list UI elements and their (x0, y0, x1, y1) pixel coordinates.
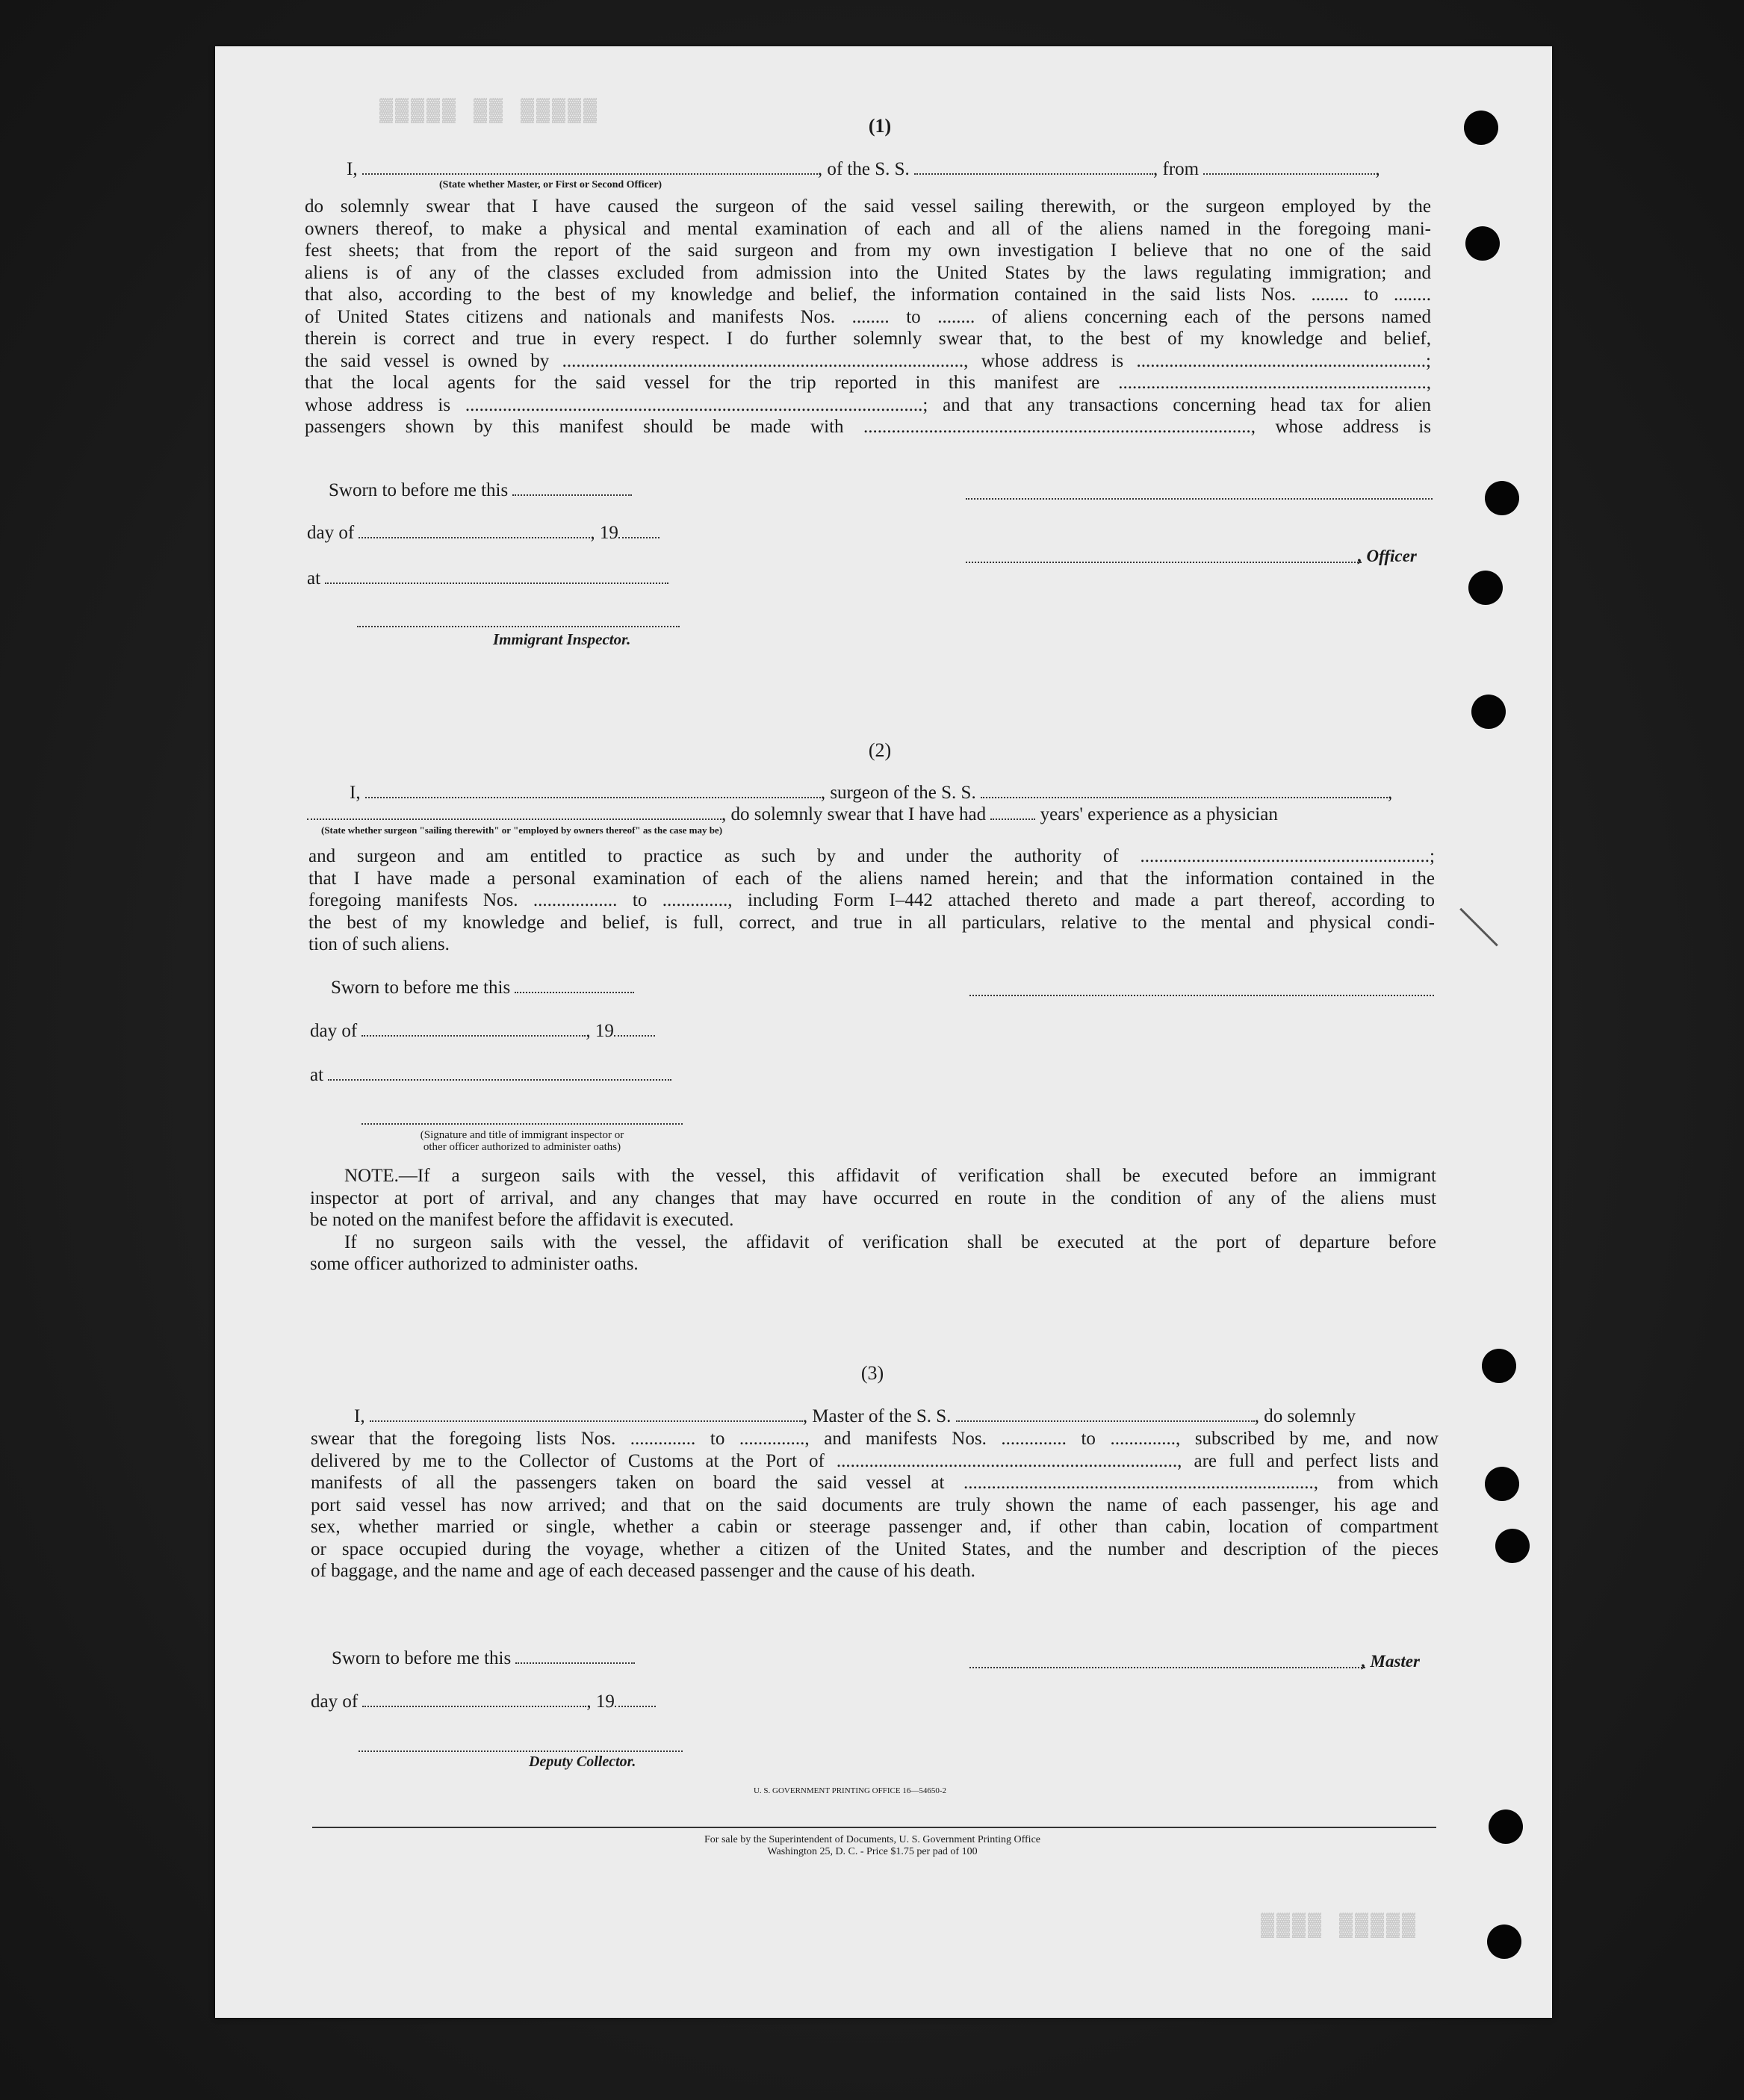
sworn-label: Sworn to before me this (329, 480, 509, 500)
place-field[interactable] (325, 569, 668, 584)
sworn-line-3 (332, 1647, 635, 1669)
at-line-1 (307, 568, 668, 589)
form-page (215, 46, 1552, 2018)
years-experience-field[interactable] (990, 805, 1035, 820)
punch-hole (1489, 1809, 1523, 1844)
punch-hole (1495, 1529, 1530, 1563)
section-3-paragraph (311, 1428, 1439, 1582)
section-2-header-line (350, 782, 1433, 804)
from-label: , from (1153, 159, 1200, 179)
officer-caption: (State whether Master, or First or Second Officer) (439, 179, 662, 190)
immigrant-inspector-label: Immigrant Inspector. (493, 630, 631, 648)
paragraph-line: of United States citizens and nationals and manifests Nos. ........ to ........ of aliens concerning each of the persons named (305, 306, 1431, 327)
officer-title-line (966, 562, 1362, 563)
paragraph-line: of baggage, and the name and age of each deceased passenger and the cause of his death. (311, 1561, 975, 1581)
line-end-comma: , (1375, 159, 1380, 179)
line-end-comma: , (1387, 783, 1393, 803)
i-label: I, (354, 1406, 365, 1426)
year-label: , 19 (586, 1692, 615, 1712)
bleed-through-artifact: ▓▓▓▓ ▓▓▓▓▓ (1261, 1913, 1418, 1939)
paragraph-line: foregoing manifests Nos. .................. to .............., including Form I–442 attached thereto and made a part thereof, according to (308, 890, 1435, 910)
bleed-through-artifact: ▓▓▓▓▓ ▓▓ ▓▓▓▓▓ (379, 99, 600, 124)
day-of-label: day of (310, 1021, 358, 1041)
at-label: at (310, 1065, 324, 1085)
inspector-signature-line[interactable] (357, 626, 680, 627)
master-label: , Master (1362, 1652, 1420, 1671)
vessel-name-field[interactable] (914, 160, 1153, 175)
section-2-paragraph (308, 845, 1435, 956)
sworn-line-1 (329, 479, 632, 501)
year-field[interactable] (618, 524, 660, 538)
signature-caption-line-1: (Signature and title of immigrant inspector or (420, 1129, 624, 1141)
from-port-field[interactable] (1203, 160, 1375, 175)
year-label: , 19 (590, 523, 618, 543)
years-label: years' experience as a physician (1040, 804, 1278, 824)
sworn-day-field[interactable] (512, 481, 632, 496)
paragraph-line: delivered by me to the Collector of Customs at the Port of ........................................................................., are full and perfect lists and (311, 1450, 1439, 1471)
paragraph-line: swear that the foregoing lists Nos. .............. to .............., and manifests Nos. .............. to .............., subscribed by me, and now (311, 1429, 1439, 1449)
paragraph-line: that the local agents for the said vessel for the trip reported in this manifest are .................................................................., (305, 373, 1431, 393)
month-field[interactable] (362, 1692, 586, 1707)
paragraph-line: the said vessel is owned by ......................................................................................, whose address is ..............................................................; (305, 350, 1431, 371)
i-label: I, (347, 159, 358, 179)
paragraph-line: port said vessel has now arrived; and that on the said documents are truly shown the name of each passenger, his age and (311, 1494, 1439, 1515)
section-1-header-line (347, 158, 1415, 180)
master-ss-label: , Master of the S. S. (802, 1406, 952, 1426)
deputy-collector-signature-line[interactable] (359, 1750, 683, 1752)
footer-divider (312, 1827, 1436, 1828)
signature-caption-line-2: other officer authorized to administer oaths) (423, 1141, 621, 1153)
vessel-name-field[interactable] (956, 1407, 1255, 1422)
printing-office-line: U. S. GOVERNMENT PRINTING OFFICE 16—54650-2 (753, 1786, 946, 1795)
section-3-header-line (354, 1405, 1439, 1427)
master-signature-line[interactable] (969, 1667, 1365, 1668)
section-1-paragraph (305, 196, 1431, 438)
paragraph-line: sex, whether married or single, whether a cabin or steerage passenger and, if other than cabin, location of compartment (311, 1517, 1439, 1537)
month-field[interactable] (361, 1022, 586, 1037)
paragraph-line: that I have made a personal examination of each of the aliens named herein; and that the information contained in the (308, 868, 1435, 889)
paragraph-line: the best of my knowledge and belief, is full, correct, and true in all particulars, relative to the mental and physical condi- (308, 912, 1435, 933)
punch-hole (1465, 226, 1500, 261)
place-field[interactable] (328, 1066, 671, 1081)
surgeon-signature-line[interactable] (969, 995, 1434, 996)
year-label: , 19 (586, 1021, 614, 1041)
deputy-collector-label: Deputy Collector. (529, 1753, 636, 1770)
vessel-name-field[interactable] (981, 783, 1388, 798)
punch-hole (1464, 111, 1498, 145)
paragraph-line: fest sheets; that from the report of the said surgeon and from my own investigation I believe that no one of the said (305, 240, 1431, 261)
sworn-label: Sworn to before me this (332, 1648, 512, 1668)
surgeon-status-field[interactable] (307, 805, 722, 820)
at-label: at (307, 568, 321, 588)
paragraph-line: or space occupied during the voyage, whether a citizen of the United States, and the number and description of the pieces (311, 1538, 1439, 1559)
section-3-number: (3) (860, 1362, 884, 1384)
sworn-label: Sworn to before me this (331, 978, 511, 998)
section-2-second-line (307, 804, 1435, 825)
day-of-line-2 (310, 1020, 655, 1042)
officer-name-field[interactable] (362, 160, 818, 175)
i-label: I, (350, 783, 361, 803)
note-line: NOTE.—If a surgeon sails with the vessel, this affidavit of verification shall be executed before an immigrant (344, 1166, 1436, 1186)
year-field[interactable] (615, 1692, 656, 1707)
paragraph-line: whose address is ..................................................................................................; and that any transactions concerning head tax for alien (305, 394, 1431, 415)
punch-hole (1471, 695, 1506, 729)
of-ss-label: , of the S. S. (817, 159, 910, 179)
note-line: If no surgeon sails with the vessel, the affidavit of verification shall be executed at the port of departure before (344, 1231, 1436, 1252)
paragraph-line: do solemnly swear that I have caused the surgeon of the said vessel sailing therewith, or the surgeon employed by the (305, 196, 1431, 217)
note-line: inspector at port of arrival, and any changes that may have occurred en route in the condition of any of the aliens must (310, 1187, 1436, 1208)
officer-label: , Officer (1358, 547, 1417, 565)
sworn-day-field[interactable] (515, 1649, 635, 1664)
punch-hole (1482, 1349, 1516, 1383)
day-of-label: day of (311, 1692, 359, 1712)
paragraph-line: passengers shown by this manifest should be made with ..................................................................................., whose address is (305, 417, 1431, 437)
paragraph-line: and surgeon and am entitled to practice as such by and under the authority of ..............................................................; (308, 846, 1435, 866)
sworn-day-field[interactable] (515, 978, 634, 993)
section-2-number: (2) (868, 739, 892, 761)
paragraph-line: tion of such aliens. (308, 934, 450, 954)
paragraph-line: therein is correct and true in every respect. I do further solemnly swear that, to the best of my knowledge and belief, (305, 329, 1431, 349)
inspector-signature-line[interactable] (361, 1123, 683, 1125)
punch-hole (1487, 1925, 1521, 1959)
month-field[interactable] (359, 524, 590, 538)
note-paragraph (310, 1165, 1436, 1276)
note-line: be noted on the manifest before the affidavit is executed. (310, 1210, 734, 1230)
day-of-line-1 (307, 522, 660, 544)
sale-line-1: For sale by the Superintendent of Documents, U. S. Government Printing Office (704, 1834, 1040, 1845)
note-line: some officer authorized to administer oaths. (310, 1254, 639, 1274)
officer-signature-line[interactable] (966, 498, 1433, 500)
paragraph-line: manifests of all the passengers taken on board the said vessel at ..........................................................................., from which (311, 1473, 1439, 1493)
do-solemnly-label: , do solemnly (1254, 1406, 1356, 1426)
paragraph-line: that also, according to the best of my knowledge and belief, the information contained in the said lists Nos. ........ to ........ (305, 285, 1431, 305)
paragraph-line: owners thereof, to make a physical and mental examination of each and all of the aliens named in the foregoing mani- (305, 218, 1431, 239)
punch-hole (1485, 481, 1519, 515)
paragraph-line: aliens is of any of the classes excluded from admission into the United States by the laws regulating immigration; and (305, 262, 1431, 283)
master-name-field[interactable] (370, 1407, 803, 1422)
surgeon-caption: (State whether surgeon "sailing therewith" or "employed by owners thereof" as the case may be) (321, 824, 723, 836)
punch-hole (1468, 571, 1503, 605)
surgeon-ss-label: , surgeon of the S. S. (820, 783, 976, 803)
day-of-label: day of (307, 523, 355, 543)
year-field[interactable] (614, 1022, 655, 1037)
surgeon-name-field[interactable] (365, 783, 821, 798)
sale-line-2: Washington 25, D. C. - Price $1.75 per pad of 100 (767, 1846, 978, 1857)
at-line-2 (310, 1064, 671, 1086)
punch-hole (1485, 1467, 1519, 1501)
section-1-number: (1) (868, 115, 892, 137)
swear-label: , do solemnly swear that I have had (722, 804, 987, 824)
sworn-line-2 (331, 977, 634, 998)
day-of-line-3 (311, 1691, 656, 1712)
